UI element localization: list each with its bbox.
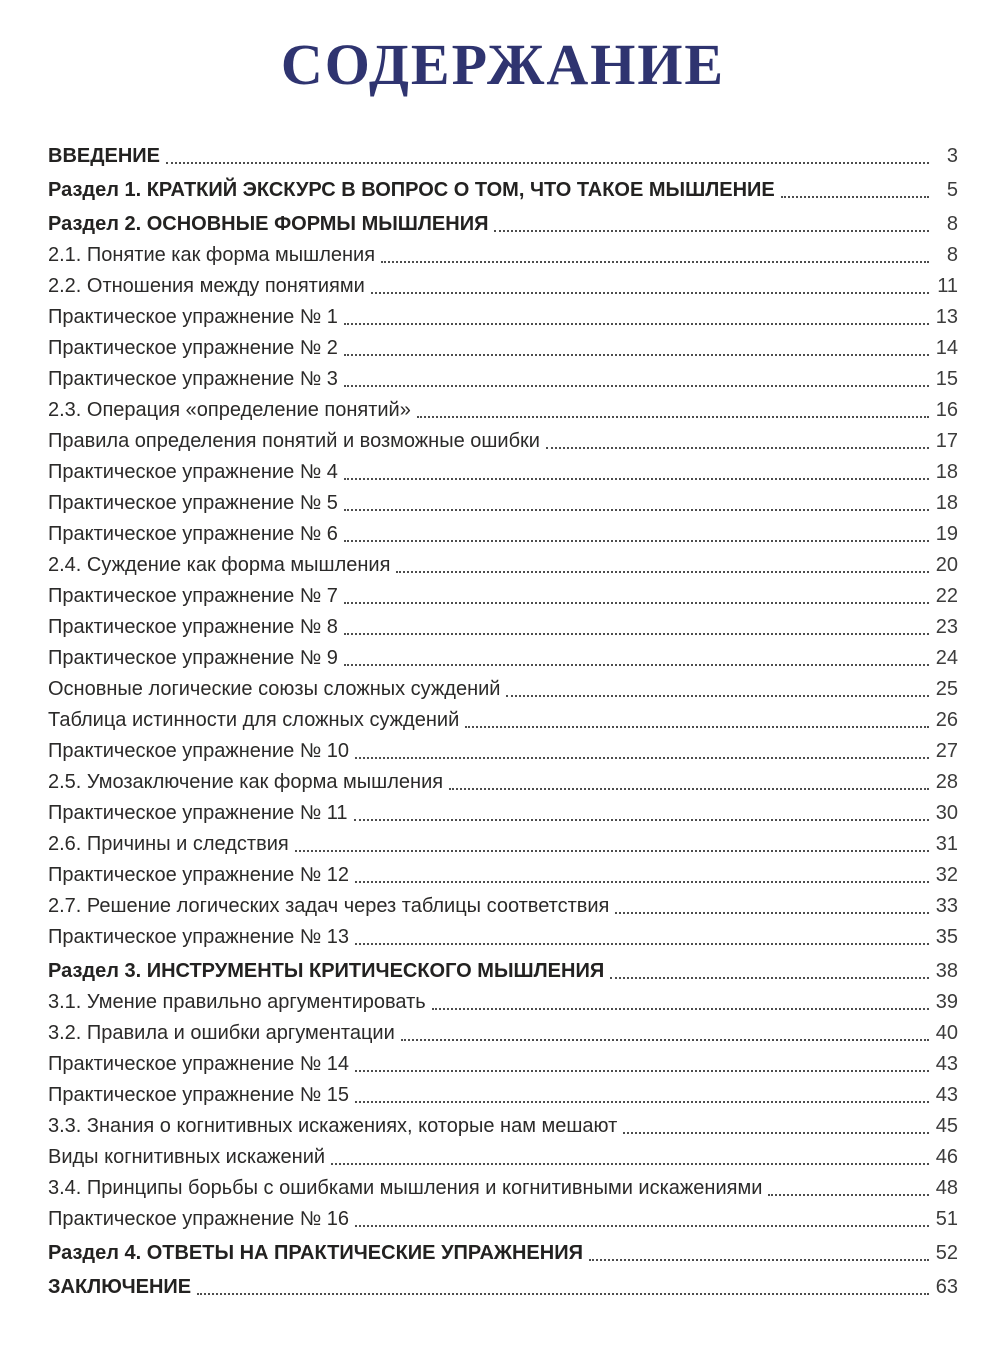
toc-entry-label: Правила определения понятий и возможные ошибки [48,429,540,452]
toc-entry-page-number: 30 [935,801,958,824]
toc-row [48,205,958,236]
toc-entry-page-number: 24 [935,646,958,669]
toc-row [48,952,958,983]
toc-row [48,732,958,763]
dotted-leader [396,571,929,573]
toc-row [48,1014,958,1045]
toc-row [48,887,958,918]
dotted-leader [355,1225,929,1227]
toc-entry-page-number: 26 [935,708,958,731]
dotted-leader [432,1008,929,1010]
toc-entry-page-number: 43 [935,1083,958,1106]
toc-entry-page-number: 48 [935,1176,958,1199]
toc-row [48,701,958,732]
dotted-leader [344,633,929,635]
toc-entry-page-number: 17 [935,429,958,452]
dotted-leader [344,385,929,387]
toc-row [48,391,958,422]
dotted-leader [615,912,929,914]
dotted-leader [355,757,929,759]
toc-entry-page-number: 63 [935,1275,958,1298]
toc-entry-label: 2.2. Отношения между понятиями [48,274,365,297]
dotted-leader [331,1163,929,1165]
dotted-leader [371,292,929,294]
dotted-leader [295,850,929,852]
toc-row [48,298,958,329]
toc-entry-label: 3.1. Умение правильно аргументировать [48,990,426,1013]
dotted-leader [589,1259,929,1261]
toc-entry-label: Практическое упражнение № 2 [48,336,338,359]
toc-row [48,453,958,484]
dotted-leader [465,726,929,728]
toc-entry-label: Раздел 3. ИНСТРУМЕНТЫ КРИТИЧЕСКОГО МЫШЛЕНИЯ [48,959,605,982]
page-title: СОДЕРЖАНИЕ [280,32,726,97]
toc-entry-page-number: 35 [935,925,958,948]
dotted-leader [355,1070,929,1072]
dotted-leader [355,943,929,945]
dotted-leader [494,230,929,232]
toc-entry-label: Практическое упражнение № 15 [48,1083,350,1106]
toc-row [48,1169,958,1200]
toc-entry-page-number: 20 [935,553,958,576]
toc-entry-page-number: 16 [935,398,958,421]
toc-entry-label: Практическое упражнение № 13 [48,925,350,948]
toc-entry-page-number: 19 [935,522,958,545]
toc-entry-label: Раздел 4. ОТВЕТЫ НА ПРАКТИЧЕСКИЕ УПРАЖНЕНИЯ [48,1241,583,1264]
toc-entry-page-number: 40 [935,1021,958,1044]
dotted-leader [344,540,929,542]
toc-row [48,546,958,577]
toc-entry-label: 3.3. Знания о когнитивных искажениях, которые нам мешают [48,1114,618,1137]
toc-row [48,1045,958,1076]
toc-row [48,1107,958,1138]
toc-entry-page-number: 45 [935,1114,958,1137]
toc-entry-page-number: 18 [935,491,958,514]
dotted-leader [546,447,929,449]
toc-entry-page-number: 5 [946,178,958,201]
toc-entry-page-number: 52 [935,1241,958,1264]
dotted-leader [355,881,929,883]
toc-row [48,329,958,360]
toc-entry-page-number: 25 [935,677,958,700]
toc-entry-label: Практическое упражнение № 9 [48,646,338,669]
toc-entry-label: Виды когнитивных искажений [48,1145,326,1168]
dotted-leader [506,695,929,697]
toc-entry-page-number: 22 [935,584,958,607]
dotted-leader [344,602,929,604]
toc-entry-label: 2.4. Суждение как форма мышления [48,553,391,576]
toc-entry-label: 2.1. Понятие как форма мышления [48,243,376,266]
toc-entry-page-number: 3 [946,144,958,167]
dotted-leader [401,1039,929,1041]
toc-row [48,856,958,887]
toc-entry-label: Таблица истинности для сложных суждений [48,708,460,731]
toc-entry-page-number: 13 [935,305,958,328]
toc-entry-page-number: 43 [935,1052,958,1075]
toc-entry-page-number: 51 [935,1207,958,1230]
toc-entry-label: Практическое упражнение № 8 [48,615,338,638]
toc-row [48,1076,958,1107]
toc-row [48,794,958,825]
toc-row [48,1268,958,1299]
toc-row [48,267,958,298]
toc-entry-label: 2.7. Решение логических задач через таблицы соответствия [48,894,610,917]
toc-entry-label: 3.4. Принципы борьбы с ошибками мышления и когнитивными искажениями [48,1176,763,1199]
toc-row [48,236,958,267]
toc-entry-page-number: 38 [935,959,958,982]
toc-entry-label: Практическое упражнение № 5 [48,491,338,514]
toc-row [48,670,958,701]
toc-entry-page-number: 46 [935,1145,958,1168]
toc-entry-page-number: 33 [935,894,958,917]
toc-entry-page-number: 28 [935,770,958,793]
toc-entry-page-number: 31 [935,832,958,855]
toc-entry-label: Практическое упражнение № 6 [48,522,338,545]
toc-entry-label: Практическое упражнение № 10 [48,739,350,762]
toc-row [48,360,958,391]
toc-entry-label: Раздел 1. КРАТКИЙ ЭКСКУРС В ВОПРОС О ТОМ, ЧТО ТАКОЕ МЫШЛЕНИЕ [48,178,775,201]
toc-entry-page-number: 11 [937,274,958,297]
toc-entry-page-number: 8 [946,243,958,266]
toc-entry-page-number: 14 [935,336,958,359]
toc-row [48,918,958,949]
dotted-leader [768,1194,929,1196]
toc-entry-label: ВВЕДЕНИЕ [48,144,160,167]
dotted-leader [344,664,929,666]
toc-row [48,137,958,168]
toc-entry-label: ЗАКЛЮЧЕНИЕ [48,1275,192,1298]
dotted-leader [417,416,929,418]
toc-row [48,171,958,202]
toc-row [48,422,958,453]
dotted-leader [344,478,929,480]
toc-row [48,639,958,670]
dotted-leader [344,509,929,511]
toc-row [48,608,958,639]
dotted-leader [344,323,929,325]
toc-entry-label: 2.6. Причины и следствия [48,832,289,855]
toc-row [48,1138,958,1169]
toc-row [48,763,958,794]
toc-row [48,983,958,1014]
dotted-leader [381,261,929,263]
toc-entry-label: Раздел 2. ОСНОВНЫЕ ФОРМЫ МЫШЛЕНИЯ [48,212,489,235]
toc-entry-label: Практическое упражнение № 12 [48,863,350,886]
toc-entry-page-number: 27 [935,739,958,762]
toc-entry-page-number: 32 [935,863,958,886]
toc-entry-page-number: 39 [935,990,958,1013]
toc-entry-label: Практическое упражнение № 14 [48,1052,350,1075]
toc-entry-page-number: 8 [946,212,958,235]
dotted-leader [344,354,929,356]
toc-entry-label: 2.5. Умозаключение как форма мышления [48,770,444,793]
toc-entry-label: Практическое упражнение № 7 [48,584,338,607]
toc-entry-label: 3.2. Правила и ошибки аргументации [48,1021,395,1044]
toc-entry-label: Практическое упражнение № 3 [48,367,338,390]
dotted-leader [449,788,929,790]
toc-entry-label: Практическое упражнение № 11 [48,801,348,824]
toc-entry-label: 2.3. Операция «определение понятий» [48,398,411,421]
toc-entry-label: Практическое упражнение № 16 [48,1207,350,1230]
toc-row [48,1234,958,1265]
toc-entry-page-number: 18 [935,460,958,483]
dotted-leader [610,977,929,979]
toc-entry-page-number: 15 [935,367,958,390]
toc-row [48,825,958,856]
toc-list [48,137,958,1299]
toc-row [48,1200,958,1231]
dotted-leader [623,1132,929,1134]
toc-entry-label: Практическое упражнение № 1 [48,305,338,328]
toc-row [48,484,958,515]
toc-row [48,577,958,608]
dotted-leader [166,162,929,164]
dotted-leader [355,1101,929,1103]
dotted-leader [354,819,929,821]
dotted-leader [781,196,929,198]
toc-entry-label: Основные логические союзы сложных суждений [48,677,501,700]
dotted-leader [197,1293,929,1295]
toc-entry-page-number: 23 [935,615,958,638]
toc-entry-label: Практическое упражнение № 4 [48,460,338,483]
toc-row [48,515,958,546]
